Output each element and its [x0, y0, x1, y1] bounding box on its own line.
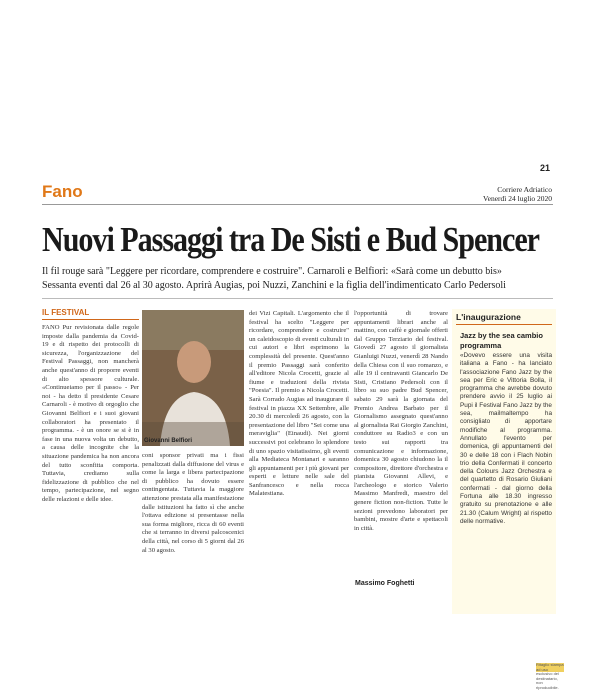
headline: Nuovi Passaggi tra De Sisti e Bud Spencer	[42, 220, 539, 259]
subheadline	[42, 265, 562, 293]
sidebar-heading: L'inaugurazione	[456, 312, 521, 322]
masthead	[470, 185, 552, 203]
article-column-2: coni sponsor privati ma i fissi penalizzati dalla diffusione del virus e come la larga e libera partecipazione di pubblico ha dovuto essere contingentata. Tuttavia la maggiore attenzione prestata alla manifestazione dalle istituzioni ha fatto sì che anche l'ottava edizione si presentasse nella sua forma migliore, ricca di 60 eventi che si terranno in diversi palcoscenici della città, nel corso di 5 giorni dal 26 al 30 agosto.	[142, 452, 244, 554]
author-byline: Massimo Foghetti	[355, 580, 415, 587]
press-clipping-stamp: Ritaglio stampa ad uso esclusivo del destinatario, non riproducibile.	[536, 662, 564, 690]
page-number: 21	[540, 163, 551, 173]
subheadline-rule	[42, 298, 553, 299]
issue-date: Venerdì 24 luglio 2020	[483, 194, 552, 203]
top-rule	[42, 204, 553, 205]
article-column-4: l'opportunità di trovare appuntamenti librari anche al mattino, con caffè e giornale offerti dal Gruppo Terziario del festival. Giovedì 27 agosto il giornalista Gianluigi Nuzzi, venerdì 28 Nando della Chiesa con il suo romanzo, e alle 19 il centravanti Giancarlo De Sisti, Cristiano Pedersoli con il libro su suo padre Bud Spencer, sabato 29 sarà la giornata del Premio Andrea Barbato per il Giornalismo assegnato quest'anno al giornalista Rai Giorgio Zanchini, conduttore su Radio3 e con un testo sui rapporti tra comunicazione e informazione, domenica 30 agosto chiudono la il compositore, direttore d'orchestra e pianista Giovanni Allevi, e l'archeologo e storico Valerio Massimo Manfredi, maestro del genere fiction non-fiction. Tutte le sezioni prevedono laboratori per bambini, mostre d'arte e spettacoli in città.	[354, 310, 448, 532]
festival-tag: IL FESTIVAL	[42, 308, 90, 317]
subheadline-line-1: Il fil rouge sarà "Leggere per ricordare, comprendere e costruire". Carnaroli e Belfiori: «Sarà come un debutto bis»	[42, 266, 502, 277]
newspaper-name: Corriere Adriatico	[497, 185, 552, 194]
photo-caption: Giovanni Belfiori	[144, 438, 193, 444]
article-column-1: FANO Pur revisionata dalle regole imposte dalla pandemia da Covid-19 e di rispetto dei protocolli di sicurezza, l'organizzazione del Festival Passaggi, non mancherà anche quest'anno di proporre eventi di alto spessore culturale. «Continueiamo per il passo» - Per noi - ha detto il presidente Cesare Carnaroli - è motivo di orgoglio che Giovanni Belfiori e i suoi giovani collaboratori ha presentato il programma. - è un onore se si è in fase in una nuova volta un debutto, a causa delle incognite che la situazione pandemica ha non ancora del tutto sconfitta comporta. Tuttavia, crediamo sulla fidelizzazione di pubblico che nel tempo, partecipazione, nel segno delle relazioni e delle idee.	[42, 324, 139, 503]
subheadline-line-2: Sessanta eventi dal 26 al 30 agosto. Aprirà Augias, poi Nuzzi, Zanchini e la figlia dell'indimenticato Carlo Pedersoli	[42, 280, 506, 291]
sidebar-title: Jazz by the sea cambio programma	[460, 331, 543, 350]
section-title: Fano	[42, 182, 83, 201]
sidebar-heading-rule	[456, 324, 552, 325]
festival-tag-rule	[42, 319, 139, 320]
portrait-photo	[142, 310, 244, 446]
sidebar-body: «Dovevo essere una visita italiana a Fano - ha lanciato l'associazione Fano Jazz by the sea per Eric e Vittoria Bolla, il programma che avrebbe dovuto prendere avvio il 25 luglio ai Pupi il Festival Fano Jazz by the sea, mailmaltempo ha consigliato di apportare modifiche al programma. Annullato l'evento per domenica, gli appuntamenti del 30 e delle 18 con i Flach Nobin trio della Confermati il concerto della Colours Jazz Orchestra e del quartetto di Rosario Giuliani confermati - dal giorno della Fortuna alle 18.30 ingresso gratuito su prenotazione e alle 21.30 (Calum Wright) al rispetto delle normative.	[460, 352, 552, 525]
article-column-3: dei Vizi Capitali. L'argomento che il festival ha scelto "Leggere per ricordare, comprendere e costruire" un caleidoscopio di eventi culturali in cui autori e libri esprimono la complessità del presente. Quest'anno il premio Passaggi sarà conferito all'editore Nicola Crocetti, grazie al fiume e traduzioni della rivista "Poesia". Il premio a Nicola Crocetti. Sarà Corrado Augias ad inaugurare il festival in piazza XX Settembre, alle 20.30 di mercoledì 26 agosto, con la presentazione del libro "Sei come una meraviglia" (Einaudi). Nei giorni successivi poi celebrano lo splendore di uno spazio visitatissimo, gli eventi alla Mediateca Montanari e saranno gli appuntamenti per i più giovani per esperti e letture nelle sale del Sanfrancesco e nella rocca Malatestiana.	[249, 310, 349, 498]
portrait-image	[142, 310, 244, 446]
